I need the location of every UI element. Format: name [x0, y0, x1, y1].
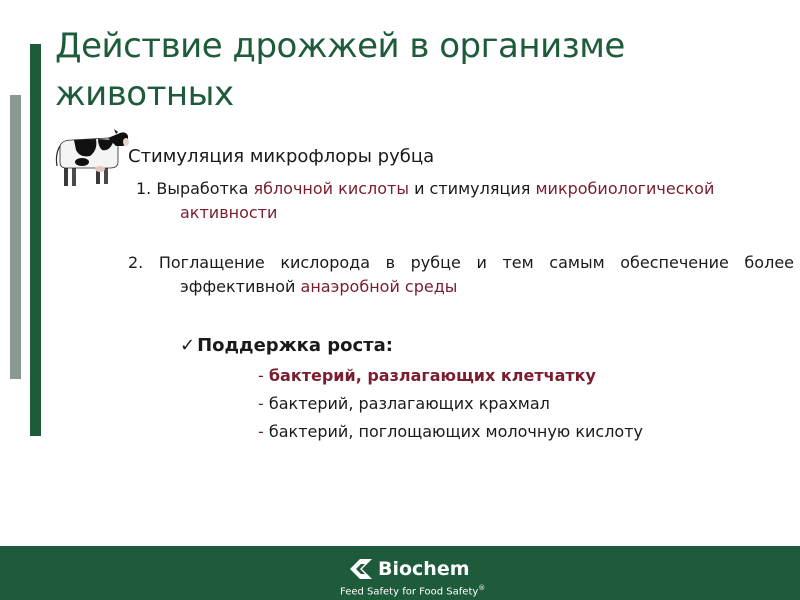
footer [0, 546, 800, 600]
item-text: и стимуляция [408, 179, 536, 198]
item-text: 2. Поглащение кислорода в рубце и тем самым обеспечение более эффективной [128, 253, 794, 296]
section-heading: Стимуляция микрофлоры рубца [128, 146, 435, 167]
support-heading [180, 335, 794, 356]
list-item [128, 177, 794, 225]
biochem-logo [348, 557, 470, 581]
item-accent: микробиологической активности [180, 179, 715, 222]
tagline [340, 584, 485, 597]
list-item: - бактерий, разлагающих крахмал [258, 394, 550, 413]
list-item: - бактерий, разлагающих клетчатку [258, 366, 596, 385]
support-list [258, 362, 794, 446]
support-label: Поддержка роста: [197, 335, 393, 356]
support-item: бактерий, поглощающих молочную кислоту [268, 422, 643, 441]
list-item: - бактерий, поглощающих молочную кислоту [258, 422, 643, 441]
item-accent: яблочной кислоты [253, 179, 409, 198]
list-item [128, 251, 794, 299]
registered-mark: ® [478, 584, 486, 592]
cow-image [52, 128, 130, 190]
side-bar-grey [10, 95, 21, 379]
item-accent: анаэробной среды [300, 277, 458, 296]
checkmark-icon: ✓ [180, 335, 196, 356]
biochem-logo-icon [348, 557, 374, 581]
support-item: бактерий, разлагающих крахмал [268, 394, 550, 413]
slide-content [128, 146, 794, 446]
side-bar-green [30, 44, 41, 436]
logo-text: Biochem [378, 558, 470, 580]
slide-title: Действие дрожжей в организме животных [55, 26, 625, 114]
support-item: бактерий, разлагающих клетчатку [268, 366, 596, 385]
item-text: 1. Выработка [136, 179, 254, 198]
tagline-text: Feed Safety for Food Safety [340, 586, 479, 598]
